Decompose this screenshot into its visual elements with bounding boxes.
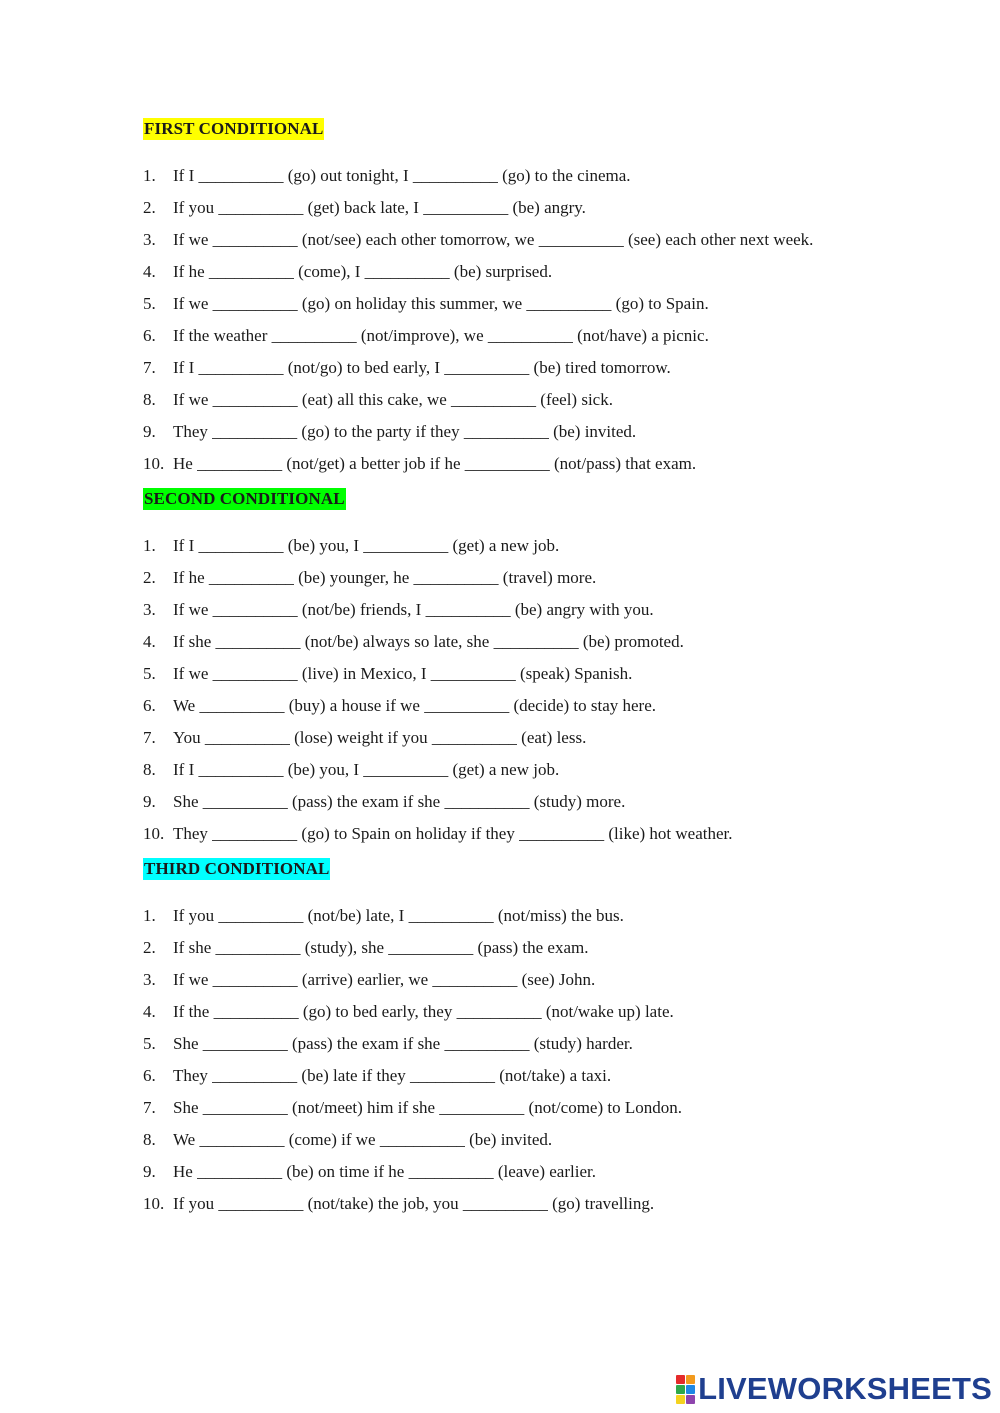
item-number: 9. xyxy=(143,792,156,811)
exercise-item xyxy=(143,288,923,320)
item-number: 6. xyxy=(143,1066,156,1085)
item-sentence: They __________ (be) late if they __________ (not/take) a taxi. xyxy=(173,1066,612,1085)
exercise-item xyxy=(143,722,923,754)
third-conditional-section xyxy=(143,858,923,1220)
item-number: 10. xyxy=(143,1194,165,1213)
item-sentence: They __________ (go) to Spain on holiday if they __________ (like) hot weather. xyxy=(173,824,733,843)
item-sentence: If we __________ (go) on holiday this summer, we __________ (go) to Spain. xyxy=(173,294,709,313)
item-sentence: If we __________ (not/be) friends, I __________ (be) angry with you. xyxy=(173,600,654,619)
item-number: 7. xyxy=(143,1098,156,1117)
item-number: 4. xyxy=(143,632,156,651)
logo-block xyxy=(686,1395,695,1404)
exercise-item xyxy=(143,1028,923,1060)
item-sentence: If the weather __________ (not/improve), we __________ (not/have) a picnic. xyxy=(173,326,709,345)
item-sentence: If we __________ (arrive) earlier, we __________ (see) John. xyxy=(173,970,596,989)
exercise-item xyxy=(143,256,923,288)
item-number: 1. xyxy=(143,166,156,185)
item-number: 5. xyxy=(143,294,156,313)
logo-block xyxy=(686,1375,695,1384)
logo-text: LIVEWORKSHEETS xyxy=(698,1371,992,1406)
item-number: 10. xyxy=(143,454,165,473)
exercise-item xyxy=(143,932,923,964)
exercise-list-first xyxy=(143,160,923,480)
logo-block xyxy=(676,1375,685,1384)
item-number: 10. xyxy=(143,824,165,843)
item-number: 6. xyxy=(143,696,156,715)
exercise-item xyxy=(143,1188,923,1220)
item-number: 4. xyxy=(143,262,156,281)
logo-block xyxy=(686,1385,695,1394)
item-number: 4. xyxy=(143,1002,156,1021)
item-number: 6. xyxy=(143,326,156,345)
exercise-item xyxy=(143,530,923,562)
item-sentence: He __________ (not/get) a better job if he __________ (not/pass) that exam. xyxy=(173,454,697,473)
exercise-item xyxy=(143,690,923,722)
item-number: 5. xyxy=(143,1034,156,1053)
item-sentence: If you __________ (not/be) late, I __________ (not/miss) the bus. xyxy=(173,906,624,925)
item-sentence: They __________ (go) to the party if they __________ (be) invited. xyxy=(173,422,637,441)
item-sentence: If we __________ (live) in Mexico, I __________ (speak) Spanish. xyxy=(173,664,633,683)
item-sentence: If she __________ (study), she __________ (pass) the exam. xyxy=(173,938,589,957)
item-number: 3. xyxy=(143,970,156,989)
item-sentence: You __________ (lose) weight if you __________ (eat) less. xyxy=(173,728,587,747)
item-number: 3. xyxy=(143,230,156,249)
item-sentence: If he __________ (come), I __________ (be) surprised. xyxy=(173,262,553,281)
item-sentence: If the __________ (go) to bed early, they __________ (not/wake up) late. xyxy=(173,1002,674,1021)
item-number: 7. xyxy=(143,358,156,377)
exercise-item xyxy=(143,626,923,658)
exercise-item xyxy=(143,1060,923,1092)
section-heading-first: FIRST CONDITIONAL xyxy=(144,119,324,138)
item-sentence: If I __________ (be) you, I __________ (get) a new job. xyxy=(173,760,560,779)
exercise-item xyxy=(143,224,923,256)
item-number: 9. xyxy=(143,1162,156,1181)
item-sentence: She __________ (pass) the exam if she __________ (study) more. xyxy=(173,792,626,811)
item-number: 2. xyxy=(143,198,156,217)
item-sentence: If we __________ (not/see) each other tomorrow, we __________ (see) each other next week. xyxy=(173,230,814,249)
item-number: 1. xyxy=(143,536,156,555)
liveworksheets-logo[interactable] xyxy=(676,1373,992,1405)
exercise-item xyxy=(143,754,923,786)
exercise-item xyxy=(143,658,923,690)
exercise-item xyxy=(143,384,923,416)
item-sentence: We __________ (come) if we __________ (be) invited. xyxy=(173,1130,553,1149)
exercise-item xyxy=(143,1156,923,1188)
exercise-item xyxy=(143,818,923,850)
exercise-item xyxy=(143,996,923,1028)
exercise-list-third xyxy=(143,900,923,1220)
item-number: 9. xyxy=(143,422,156,441)
item-sentence: If I __________ (not/go) to bed early, I __________ (be) tired tomorrow. xyxy=(173,358,671,377)
exercise-item xyxy=(143,352,923,384)
section-heading-second: SECOND CONDITIONAL xyxy=(144,489,345,508)
second-conditional-section xyxy=(143,488,923,850)
logo-block xyxy=(676,1385,685,1394)
exercise-item xyxy=(143,786,923,818)
item-sentence: She __________ (not/meet) him if she __________ (not/come) to London. xyxy=(173,1098,682,1117)
item-number: 2. xyxy=(143,938,156,957)
item-number: 8. xyxy=(143,390,156,409)
item-number: 2. xyxy=(143,568,156,587)
item-sentence: If we __________ (eat) all this cake, we __________ (feel) sick. xyxy=(173,390,613,409)
exercise-item xyxy=(143,448,923,480)
logo-blocks-icon xyxy=(676,1375,695,1404)
item-sentence: If I __________ (be) you, I __________ (get) a new job. xyxy=(173,536,560,555)
exercise-list-second xyxy=(143,530,923,850)
exercise-item xyxy=(143,320,923,352)
item-sentence: If I __________ (go) out tonight, I __________ (go) to the cinema. xyxy=(173,166,631,185)
logo-block xyxy=(676,1395,685,1404)
item-number: 3. xyxy=(143,600,156,619)
item-sentence: If you __________ (not/take) the job, you __________ (go) travelling. xyxy=(173,1194,655,1213)
exercise-item xyxy=(143,416,923,448)
exercise-item xyxy=(143,192,923,224)
item-sentence: She __________ (pass) the exam if she __________ (study) harder. xyxy=(173,1034,633,1053)
item-sentence: If she __________ (not/be) always so late, she __________ (be) promoted. xyxy=(173,632,684,651)
section-heading-third: THIRD CONDITIONAL xyxy=(144,859,330,878)
item-number: 8. xyxy=(143,1130,156,1149)
exercise-item xyxy=(143,1092,923,1124)
exercise-item xyxy=(143,160,923,192)
item-sentence: If you __________ (get) back late, I __________ (be) angry. xyxy=(173,198,586,217)
item-number: 7. xyxy=(143,728,156,747)
item-sentence: If he __________ (be) younger, he __________ (travel) more. xyxy=(173,568,597,587)
item-number: 5. xyxy=(143,664,156,683)
exercise-item xyxy=(143,1124,923,1156)
exercise-item xyxy=(143,964,923,996)
exercise-item xyxy=(143,562,923,594)
item-number: 1. xyxy=(143,906,156,925)
item-sentence: We __________ (buy) a house if we __________ (decide) to stay here. xyxy=(173,696,657,715)
item-sentence: He __________ (be) on time if he __________ (leave) earlier. xyxy=(173,1162,596,1181)
exercise-item xyxy=(143,594,923,626)
first-conditional-section xyxy=(143,118,923,480)
exercise-item xyxy=(143,900,923,932)
item-number: 8. xyxy=(143,760,156,779)
